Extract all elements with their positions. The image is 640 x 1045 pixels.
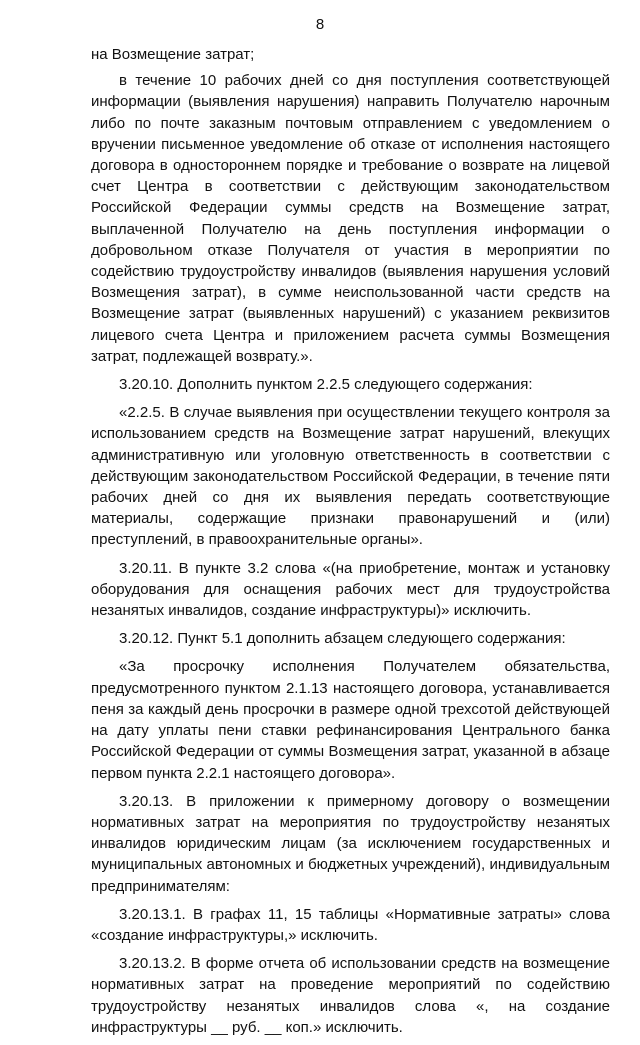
- paragraph: 3.20.13. В приложении к примерному договору о возмещении нормативных затрат на мероприятия по трудоустройству незанятых инвалидов юридическим лицам (за исключением государственных и муниципальных автономных и бюджетных учреждений), индивидуальным предпринимателям:: [91, 792, 610, 895]
- paragraph: «2.2.5. В случае выявления при осуществлении текущего контроля за использованием средств на Возмещение затрат нарушений, влекущих административную или уголовную ответственность в соответствии с действующим законодательством Российской Федерации, в течение пяти рабочих дней со дня их выявления передать соответствующие материалы, содержащие признаки правонарушений и (или) преступлений, в правоохранительные органы».: [91, 404, 610, 549]
- paragraph: 3.20.12. Пункт 5.1 дополнить абзацем следующего содержания:: [119, 630, 566, 648]
- page-number: 8: [315, 16, 325, 33]
- paragraph: в течение 10 рабочих дней со дня поступления соответствующей информации (выявления нарушения) направить Получателю нарочным либо по почте заказным почтовым отправлением с уведомлением о вручении письменное уведомление об отказе от исполнения настоящего договора в одностороннем порядке и требование о возврате на лицевой счет Центра в соответствии с действующим законодательством Российской Федерации суммы средств на Возмещение затрат, выплаченной Получателю на день поступления информации о добровольном отказе Получателя от участия в мероприятии по содействию трудоустройству инвалидов (выявления нарушения условий Возмещения затрат), в сумме неиспользованной части средств на Возмещение затрат (выявленных нарушений) с указанием реквизитов лицевого счета Центра и приложением расчета суммы Возмещения затрат, подлежащей возврату.».: [91, 72, 610, 365]
- paragraph: на Возмещение затрат;: [91, 46, 255, 63]
- document-body: [91, 44, 610, 1045]
- paragraph: 3.20.10. Дополнить пунктом 2.2.5 следующего содержания:: [119, 376, 533, 394]
- paragraph: 3.20.13.2. В форме отчета об использовании средств на возмещение нормативных затрат на проведение мероприятий по содействию трудоустройству незанятых инвалидов слова «, на создание инфраструктуры __ руб. __ коп.» исключить.: [91, 955, 610, 1036]
- paragraph: 3.20.13.1. В графах 11, 15 таблицы «Нормативные затраты» слова «создание инфраструктуры,» исключить.: [91, 905, 610, 944]
- paragraph: 3.20.11. В пункте 3.2 слова «(на приобретение, монтаж и установку оборудования для оснащения рабочих мест для трудоустройства незанятых инвалидов, создание инфраструктуры)» исключить.: [91, 559, 610, 620]
- paragraph: «За просрочку исполнения Получателем обязательства, предусмотренного пунктом 2.1.13 настоящего договора, устанавливается пеня за каждый день просрочки в размере одной трехсотой действующей на дату уплаты пени ставки рефинансирования Центрального банка Российской Федерации от суммы Возмещения затрат, указанной в абзаце первом пункта 2.2.1 настоящего договора».: [91, 658, 610, 782]
